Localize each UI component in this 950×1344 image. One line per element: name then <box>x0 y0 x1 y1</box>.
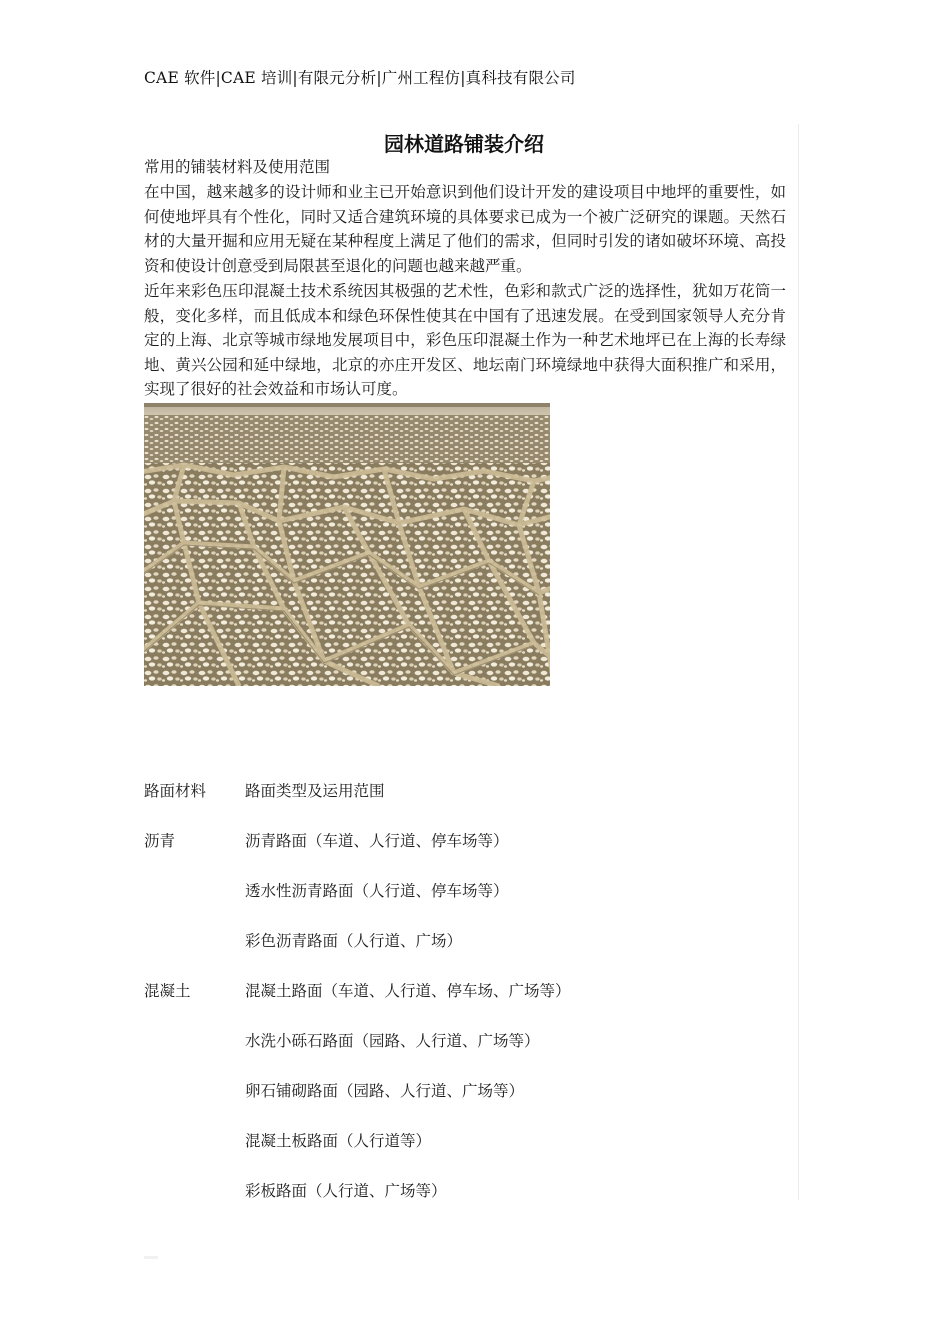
document-title: 园林道路铺装介绍 <box>384 132 544 156</box>
row-type: 彩色沥青路面（人行道、广场） <box>245 932 463 950</box>
paragraph-1: 在中国，越来越多的设计师和业主已开始意识到他们设计开发的建设项目中地坪的重要性，如何使地坪具有个性化，同时又适合建筑环境的具体要求已成为一个被广泛研究的课题。天然石材的大量开掘和应用无疑在某种程度上满足了他们的需求，但同时引发的诸如破坏环境、高投资和使设计创意受到局限甚至退化的问题也越来越严重。 <box>144 183 786 275</box>
row-material: 沥青 <box>144 832 176 850</box>
paving-photo-icon <box>144 403 550 686</box>
row-type: 水洗小砾石路面（园路、人行道、广场等） <box>245 1032 540 1050</box>
row-type: 混凝土路面（车道、人行道、停车场、广场等） <box>245 982 571 1000</box>
row-type: 沥青路面（车道、人行道、停车场等） <box>245 832 509 850</box>
row-material: 混凝土 <box>144 982 191 1000</box>
row-type: 透水性沥青路面（人行道、停车场等） <box>245 882 509 900</box>
table-header-type: 路面类型及运用范围 <box>245 782 385 800</box>
page-header: CAE 软件|CAE 培训|有限元分析|广州工程仿|真科技有限公司 <box>144 69 576 87</box>
paragraph-2: 近年来彩色压印混凝土技术系统因其极强的艺术性，色彩和款式广泛的选择性，犹如万花筒一般，变化多样，而且低成本和绿色环保性使其在中国有了迅速发展。在受到国家领导人充分肯定的上海、北京等城市绿地发展项目中，彩色压印混凝土作为一种艺术地坪已在上海的长寿绿地、黄兴公园和延中绿地，北京的亦庄开发区、地坛南门环境绿地中获得大面积推广和采用，实现了很好的社会效益和市场认可度。 <box>144 282 786 398</box>
margin-rule <box>798 124 799 1200</box>
row-type: 卵石铺砌路面（园路、人行道、广场等） <box>245 1082 525 1100</box>
footer-mark <box>144 1256 158 1259</box>
section-subheading: 常用的铺装材料及使用范围 <box>144 158 331 176</box>
table-header-material: 路面材料 <box>144 782 207 800</box>
row-type: 混凝土板路面（人行道等） <box>245 1132 432 1150</box>
row-type: 彩板路面（人行道、广场等） <box>245 1182 447 1200</box>
